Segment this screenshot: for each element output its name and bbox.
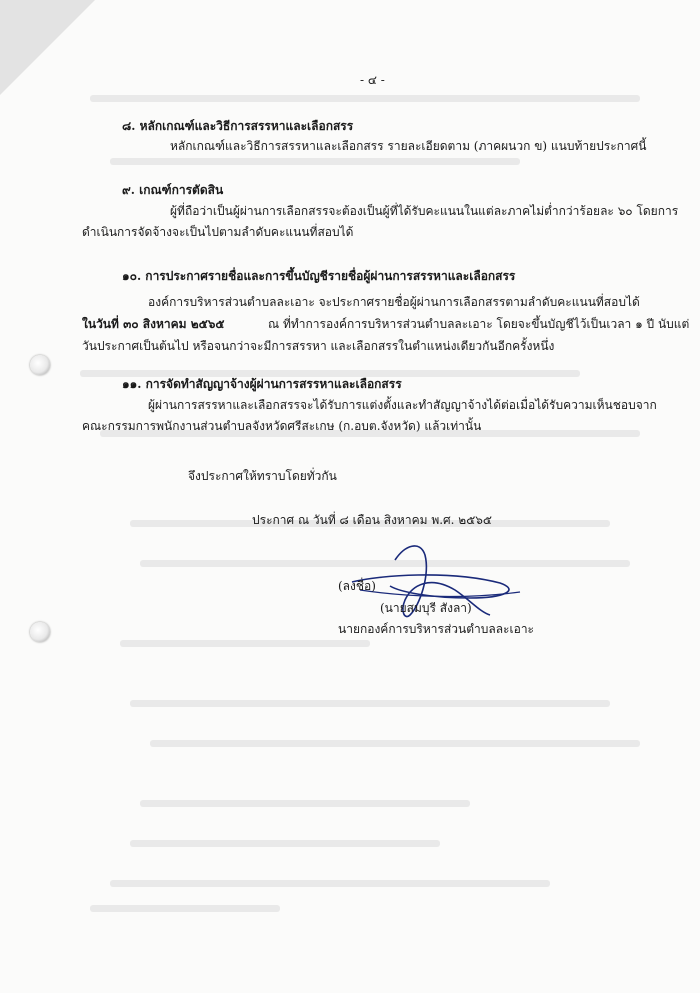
section-11-line-2: คณะกรรมการพนักงานส่วนตำบลจังหวัดศรีสะเกษ (ก.อบต.จังหวัด) แล้วเท่านั้น: [82, 419, 482, 433]
section-9-line-2: ดำเนินการจัดจ้างจะเป็นไปตามลำดับคะแนนที่สอบได้: [82, 225, 354, 239]
signer-name: (นายสมบุรี สังลา): [380, 601, 472, 615]
section-10-line-1: องค์การบริหารส่วนตำบลละเอาะ จะประกาศรายชื่อผู้ผ่านการเลือกสรรตามลำดับคะแนนที่สอบได้: [148, 295, 640, 309]
section-10-heading: ๑๐. การประกาศรายชื่อและการขึ้นบัญชีรายชื่อผู้ผ่านการสรรหาและเลือกสรร: [122, 269, 516, 283]
section-9-line-1: ผู้ที่ถือว่าเป็นผู้ผ่านการเลือกสรรจะต้องเป็นผู้ที่ได้รับคะแนนในแต่ละภาคไม่ต่ำกว่าร้อยละ ๖๐ โดยการ: [170, 204, 679, 218]
section-11-line-1: ผู้ผ่านการสรรหาและเลือกสรรจะได้รับการแต่งตั้งและทำสัญญาจ้างได้ต่อเมื่อได้รับความเห็นชอบจาก: [148, 398, 657, 412]
signed-label: (ลงชื่อ): [338, 579, 376, 593]
section-8-heading: ๘. หลักเกณฑ์และวิธีการสรรหาและเลือกสรร: [122, 119, 354, 133]
section-10-line-2: ณ ที่ทำการองค์การบริหารส่วนตำบลละเอาะ โดยจะขึ้นบัญชีไว้เป็นเวลา ๑ ปี นับแต่: [268, 317, 690, 331]
section-11-heading: ๑๑. การจัดทำสัญญาจ้างผู้ผ่านการสรรหาและเลือกสรร: [122, 377, 402, 391]
section-10-date: ในวันที่ ๓๐ สิงหาคม ๒๕๖๕: [82, 317, 225, 331]
closing-text: จึงประกาศให้ทราบโดยทั่วกัน: [188, 469, 337, 483]
page-number: - ๔ -: [360, 73, 385, 87]
section-8-line-1: หลักเกณฑ์และวิธีการสรรหาและเลือกสรร รายละเอียดตาม (ภาคผนวก ข) แนบท้ายประกาศนี้: [170, 139, 647, 153]
section-9-heading: ๙. เกณฑ์การตัดสิน: [122, 183, 224, 197]
announce-date: ประกาศ ณ วันที่ ๘ เดือน สิงหาคม พ.ศ. ๒๕๖๕: [252, 513, 492, 527]
section-10-line-3: วันประกาศเป็นต้นไป หรือจนกว่าจะมีการสรรหา และเลือกสรรในตำแหน่งเดียวกันอีกครั้งหนึ่ง: [82, 339, 555, 353]
signer-position: นายกองค์การบริหารส่วนตำบลละเอาะ: [338, 622, 534, 636]
